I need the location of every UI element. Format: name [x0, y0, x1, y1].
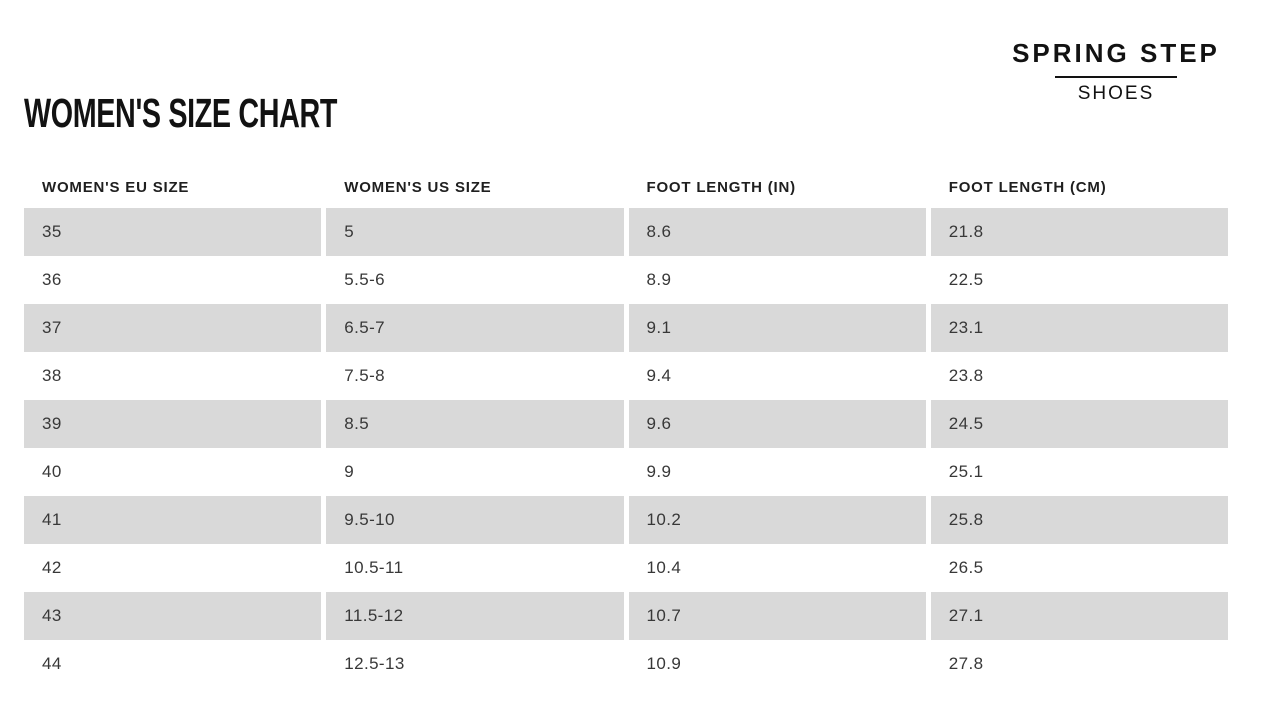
table-cell: 8.9 [629, 256, 926, 304]
table-row [24, 256, 1228, 304]
size-chart-table [19, 166, 1233, 688]
table-cell: 6.5-7 [326, 304, 623, 352]
table-cell: 37 [24, 304, 321, 352]
brand-name: SPRING STEP [1012, 38, 1220, 68]
column-header-2: FOOT LENGTH (IN) [629, 166, 926, 208]
table-cell: 5 [326, 208, 623, 256]
table-cell: 10.7 [629, 592, 926, 640]
table-cell: 12.5-13 [326, 640, 623, 688]
size-chart-header [24, 166, 1228, 208]
table-row [24, 400, 1228, 448]
table-cell: 24.5 [931, 400, 1228, 448]
table-cell: 35 [24, 208, 321, 256]
header-row [24, 166, 1228, 208]
table-cell: 10.5-11 [326, 544, 623, 592]
table-row [24, 448, 1228, 496]
size-chart-body [24, 208, 1228, 688]
table-cell: 9.4 [629, 352, 926, 400]
brand-logo [996, 38, 1236, 105]
table-cell: 41 [24, 496, 321, 544]
table-row [24, 592, 1228, 640]
table-row [24, 544, 1228, 592]
table-row [24, 352, 1228, 400]
table-cell: 10.4 [629, 544, 926, 592]
table-cell: 8.5 [326, 400, 623, 448]
table-cell: 9.1 [629, 304, 926, 352]
table-row [24, 496, 1228, 544]
table-cell: 38 [24, 352, 321, 400]
table-cell: 27.1 [931, 592, 1228, 640]
table-cell: 23.8 [931, 352, 1228, 400]
table-cell: 27.8 [931, 640, 1228, 688]
table-cell: 9.6 [629, 400, 926, 448]
brand-divider-line [1055, 76, 1177, 78]
page-title: WOMEN'S SIZE CHART [24, 90, 338, 136]
table-cell: 5.5-6 [326, 256, 623, 304]
table-cell: 44 [24, 640, 321, 688]
table-cell: 7.5-8 [326, 352, 623, 400]
table-cell: 11.5-12 [326, 592, 623, 640]
table-cell: 9.9 [629, 448, 926, 496]
brand-subtitle: SHOES [1077, 83, 1155, 104]
table-cell: 42 [24, 544, 321, 592]
table-cell: 26.5 [931, 544, 1228, 592]
column-header-1: WOMEN'S US SIZE [326, 166, 623, 208]
table-cell: 9 [326, 448, 623, 496]
table-row [24, 208, 1228, 256]
table-cell: 39 [24, 400, 321, 448]
table-cell: 10.2 [629, 496, 926, 544]
column-header-0: WOMEN'S EU SIZE [24, 166, 321, 208]
table-cell: 8.6 [629, 208, 926, 256]
table-cell: 36 [24, 256, 321, 304]
table-cell: 23.1 [931, 304, 1228, 352]
table-cell: 25.8 [931, 496, 1228, 544]
table-cell: 10.9 [629, 640, 926, 688]
table-cell: 22.5 [931, 256, 1228, 304]
table-row [24, 304, 1228, 352]
table-cell: 40 [24, 448, 321, 496]
table-cell: 43 [24, 592, 321, 640]
table-cell: 9.5-10 [326, 496, 623, 544]
column-header-3: FOOT LENGTH (CM) [931, 166, 1228, 208]
table-row [24, 640, 1228, 688]
table-cell: 21.8 [931, 208, 1228, 256]
table-cell: 25.1 [931, 448, 1228, 496]
